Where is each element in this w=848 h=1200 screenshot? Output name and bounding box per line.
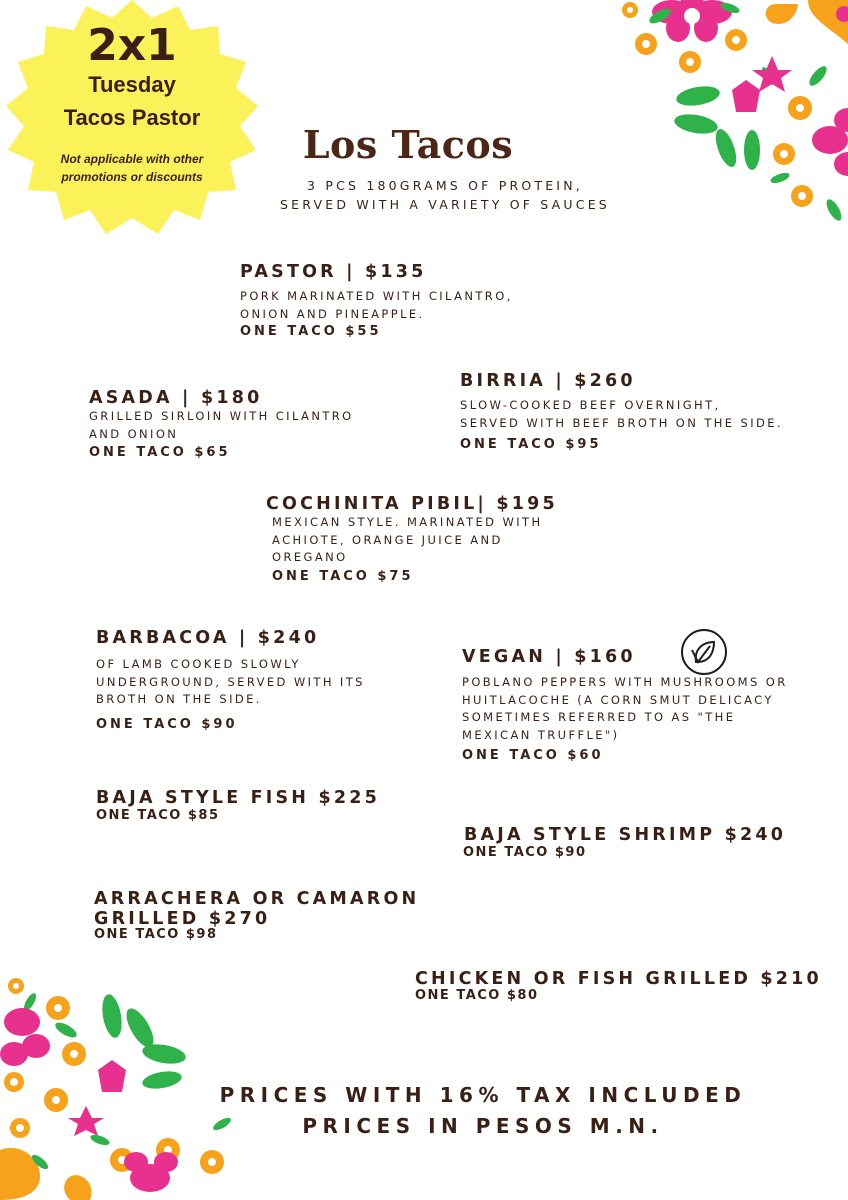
item-description-line: OREGANO bbox=[272, 550, 348, 564]
subtitle-line-2: SERVED WITH A VARIETY OF SAUCES bbox=[280, 197, 610, 212]
item-description-line: SERVED WITH BEEF BROTH ON THE SIDE. bbox=[460, 415, 783, 430]
promo-disclaimer-line-1: Not applicable with other bbox=[60, 152, 204, 166]
item-name: BAJA STYLE FISH $225 bbox=[96, 788, 380, 808]
menu-item-birria bbox=[460, 371, 783, 452]
item-description-line: MEXICAN TRUFFLE") bbox=[462, 727, 620, 742]
item-name: BARBACOA | $240 bbox=[96, 628, 320, 648]
menu-item-baja-fish bbox=[96, 788, 380, 823]
subtitle-line-1: 3 PCS 180GRAMS OF PROTEIN, bbox=[307, 178, 583, 193]
promo-day: Tuesday bbox=[88, 72, 176, 97]
item-description-line: ONION AND PINEAPPLE. bbox=[240, 306, 425, 321]
item-name: BAJA STYLE SHRIMP $240 bbox=[464, 825, 787, 845]
item-description-line: AND ONION bbox=[89, 426, 179, 441]
promo-item: Tacos Pastor bbox=[63, 105, 201, 130]
menu-item-arrachera bbox=[94, 889, 419, 942]
item-description-line: SOMETIMES REFERRED TO AS "THE bbox=[462, 710, 736, 724]
price-note-line-2: PRICES IN PESOS M.N. bbox=[302, 1114, 664, 1138]
item-description-line: OF LAMB COOKED SLOWLY bbox=[96, 657, 301, 671]
item-name: PASTOR | $135 bbox=[240, 262, 427, 282]
item-name-line-2: GRILLED $270 bbox=[94, 909, 271, 929]
item-single-taco-price: ONE TACO $95 bbox=[460, 437, 602, 452]
item-description-line: HUITLACOCHE (A CORN SMUT DELICACY bbox=[462, 692, 774, 707]
menu-item-vegan bbox=[462, 647, 788, 763]
item-description-line: ACHIOTE, ORANGE JUICE AND bbox=[272, 532, 503, 547]
item-name: COCHINITA PIBIL| $195 bbox=[266, 494, 558, 514]
menu-item-asada bbox=[89, 388, 354, 460]
promo-headline: 2x1 bbox=[87, 20, 177, 71]
item-single-taco-price: ONE TACO $80 bbox=[415, 988, 539, 1003]
item-single-taco-price: ONE TACO $60 bbox=[462, 748, 604, 763]
item-name: CHICKEN OR FISH GRILLED $210 bbox=[415, 969, 822, 989]
item-single-taco-price: ONE TACO $98 bbox=[94, 927, 218, 942]
vegan-leaf-icon bbox=[680, 628, 728, 676]
item-name: ASADA | $180 bbox=[89, 388, 263, 408]
menu-item-chicken-fish-grilled bbox=[415, 969, 822, 1003]
page-title bbox=[0, 122, 816, 167]
item-single-taco-price: ONE TACO $85 bbox=[96, 808, 220, 823]
promo-disclaimer-line-2: promotions or discounts bbox=[61, 170, 203, 184]
item-description-line: POBLANO PEPPERS WITH MUSHROOMS OR bbox=[462, 675, 788, 689]
menu-item-barbacoa bbox=[96, 628, 365, 732]
price-note bbox=[0, 1080, 848, 1142]
item-description-line: GRILLED SIRLOIN WITH CILANTRO bbox=[89, 409, 354, 423]
item-name: VEGAN | $160 bbox=[462, 647, 636, 667]
item-name-line-1: ARRACHERA OR CAMARON bbox=[94, 889, 420, 909]
item-description-line: BROTH ON THE SIDE. bbox=[96, 692, 262, 706]
item-name: BIRRIA | $260 bbox=[460, 371, 636, 391]
page-title-text: Los Tacos bbox=[302, 122, 514, 167]
item-description-line: SLOW-COOKED BEEF OVERNIGHT, bbox=[460, 398, 721, 412]
menu-item-pastor bbox=[240, 262, 513, 339]
item-single-taco-price: ONE TACO $90 bbox=[463, 845, 587, 860]
menu-item-baja-shrimp bbox=[464, 825, 786, 860]
item-single-taco-price: ONE TACO $75 bbox=[272, 568, 414, 584]
item-single-taco-price: ONE TACO $65 bbox=[89, 445, 231, 460]
item-description-line: UNDERGROUND, SERVED WITH ITS bbox=[96, 674, 365, 689]
item-description-line: MEXICAN STYLE. MARINATED WITH bbox=[272, 515, 543, 529]
menu-item-cochinita-pibil bbox=[266, 494, 558, 584]
item-single-taco-price: ONE TACO $90 bbox=[96, 716, 238, 732]
item-description-line: PORK MARINATED WITH CILANTRO, bbox=[240, 289, 513, 303]
item-single-taco-price: ONE TACO $55 bbox=[240, 324, 382, 339]
price-note-line-1: PRICES WITH 16% TAX INCLUDED bbox=[219, 1083, 747, 1107]
